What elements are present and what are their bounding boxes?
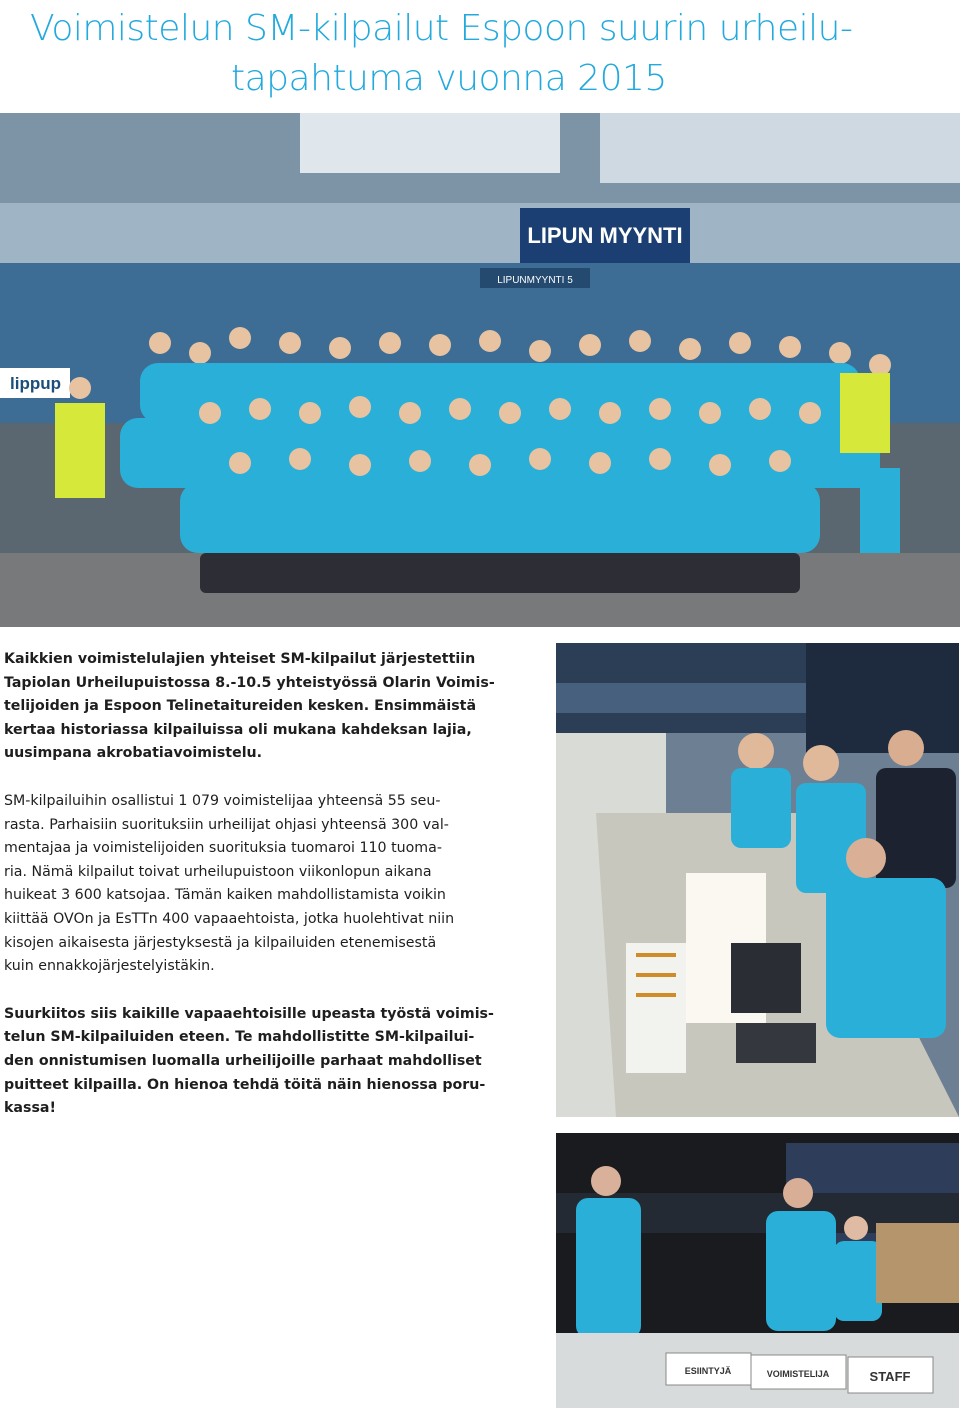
article-body	[4, 648, 514, 1121]
sign-staff: STAFF	[869, 1369, 911, 1384]
paragraph-intro: Kaikkien voimistelulajien yhteiset SM-kilpailut järjestettiin Tapiolan Urheilupuistossa 8.-10.5 yhteistyössä Olarin Voimis- telijoiden ja Espoon Telinetaitureiden kesken. Ensimmäistä kertaa historiassa kilpailuissa oli mukana kahdeksan lajia, uusimpana akrobatiavoimistelu.	[4, 651, 495, 762]
title-line-2: tapahtuma vuonna 2015	[231, 58, 667, 99]
paragraph-thanks: Suurkiitos siis kaikille vapaaehtoisille upeasta työstä voimis- telun SM-kilpailuiden eteen. Te mahdollistitte SM-kilpailui- den onnistumisen luomalla urheilijoille parhaat mahdolliset puitteet kilpailla. On hienoa tehdä töitä näin hienossa poru- kassa!	[4, 1005, 494, 1117]
group-photo	[0, 113, 960, 627]
sign-voimistelija: VOIMISTELIJA	[766, 1369, 830, 1379]
desk-photo	[556, 643, 959, 1117]
volunteers-photo	[556, 1133, 959, 1408]
sign-window: LIPUNMYYNTI 5	[497, 275, 573, 286]
page-title	[30, 4, 950, 104]
sign-esiintyja: ESIINTYJÄ	[684, 1366, 732, 1376]
group-photo-image	[0, 113, 960, 627]
title-line-1: Voimistelun SM-kilpailut Espoon suurin urheilu-	[30, 8, 853, 49]
sign-left: lippup	[10, 374, 61, 393]
sign-main: LIPUN MYYNTI	[527, 223, 683, 248]
paragraph-statistics: SM-kilpailuihin osallistui 1 079 voimistelijaa yhteensä 55 seu- rasta. Parhaisiin suorituksiin urheilijat ohjasi yhteensä 300 val- mentajaa ja voimistelijoiden suorituksia tuomaroi 110 tuoma- ria. Nämä kilpailut toivat urheilupuistoon viikonlopun aikana huikeat 3 600 katsojaa. Tämän kaiken mahdollistamista voikin kiittää OVOn ja EsTTn 400 vapaaehtoista, jotka huolehtivat niin kisojen aikaisesta järjestyksestä ja kilpailuiden etenemisestä kuin ennakkojärjestelyistäkin.	[4, 792, 455, 975]
volunteers-photo-image	[556, 1133, 959, 1408]
desk-photo-image	[556, 643, 959, 1117]
